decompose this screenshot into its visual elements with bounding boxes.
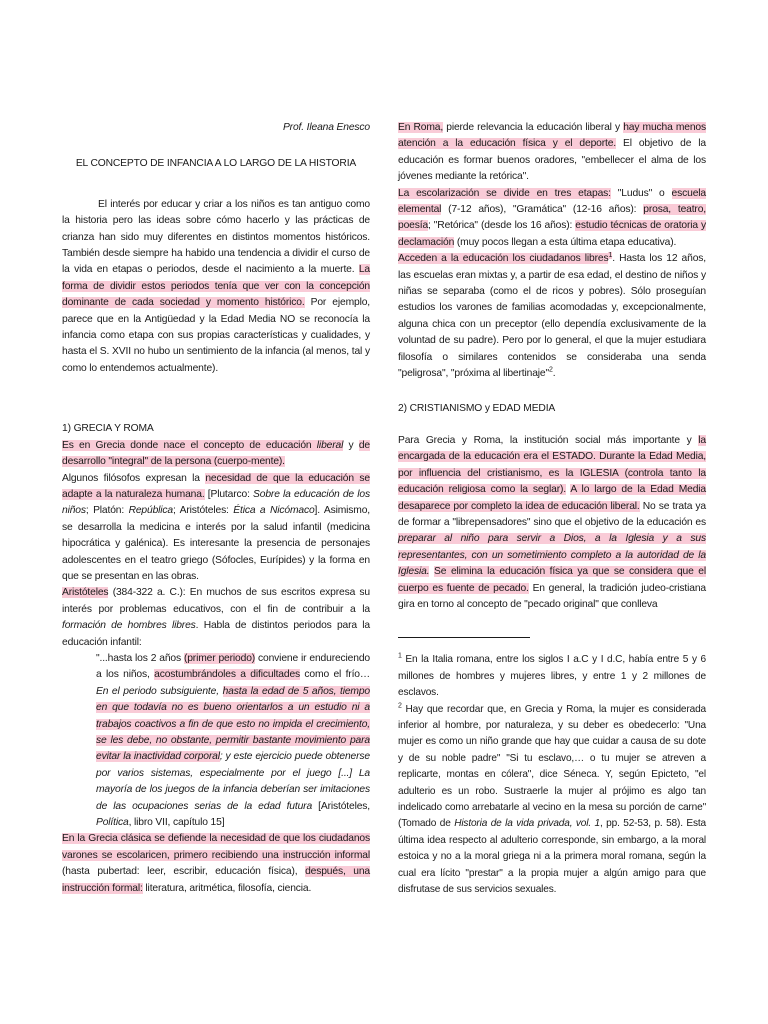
section-heading-grecia-roma: 1) GRECIA Y ROMA [62,423,154,435]
acceden-text-a: . Hasta los 12 años, las escuelas eran mixtas y, a partir de esa edad, el destino de niños y niñas se separaba (como el de ricos y pobres). Sólo proseguían estudios los varones de familias acomodadas y, excepcionalmente, alguna chica con un preceptor (ello dependía exclusivamente de la voluntad de su padre). Pero por lo general, el que la mujer estudiara filosofía o similares contenidos se consideraba una senda "peligrosa", "próxima al libertinaje" [398,253,706,380]
filosofos-text-b: [Plutarco: [204,488,254,500]
roma-text-b: El objetivo de la educación es formar buenos oradores, [398,138,706,166]
intro-text-1: El interés por educar y criar a los niños es tan antiguo como la historia pero las ideas sobre cómo hacerlo y las prácticas de crianza han sido muy diferentes en distintos momentos históricos. También desde siempre ha habido una tendencia a dividir el curso de la vida en etapas o periodos, desde el nacimiento a la muerte. [62,198,370,276]
paragraph-escolarizacion [398,186,706,252]
escolarizacion-text-c: ; "Retórica" (desde los 16 años): [428,220,576,232]
escolarizacion-highlight-1: La escolarización se divide en tres etapas: [398,187,611,199]
filosofos-text-c: ; Platón: [85,505,129,517]
footnote-1-text: En la Italia romana, entre los siglos I a.C y I d.C, había entre 5 y 6 millones de hombres y mujeres libres, y entre 1 y 2 millones de esclavos. [398,654,706,699]
intro-highlight: La forma de dividir estos periodos tenía que ver con la concepción dominante de cada sociedad y momento histórico. [62,264,370,309]
acceden-highlight: Acceden a la educación los ciudadanos libres [398,253,609,265]
filosofos-text-e: ]. Asimismo, se desarrolla la medicina e interés por la salud infantil (medicina hipocrática y galénica). Es interesante la presencia de personajes adolescentes en el teatro griego (Sófocles, Eurípides) y la forma en que se presentan en las obras. [62,505,371,582]
cristianismo-highlight-1: la encargada de la educación era el ESTADO. Durante la Edad Media, por influencia del cristianismo, es la IGLESIA (controla tanto la educación religiosa como la seglar). [398,434,706,496]
footnote-1 [398,652,706,701]
quote-highlight-1: (primer periodo) [183,652,256,664]
footnote-2-text-b: , pp. 52-53, p. 58). Esta última idea respecto al adulterio corresponde, sin embargo, a la moral estoica y no a la moral griega ni a la primera moral romana, según la cual era lícito "prestar" a la propia mujer a algún amigo para que disfrutase de sus servicios sexuales. [398,818,706,896]
escolarizacion-text-b: (7-12 años), "Gramática" (12-16 años): [441,204,644,216]
quote-italic-3: Política [96,817,129,829]
cristianismo-text-c: En general, la tradición judeo-cristiana gira en torno al concepto de "pecado original" que conlleva [398,582,707,610]
cristianismo-highlight-3: Se elimina la educación física ya que se considera que el cuerpo es fuente de pecado. [398,566,706,594]
footnote-ref-2: 2 [549,366,553,374]
aristoteles-italic: formación de hombres libres [62,620,196,632]
author-name: Prof. Ileana Enesco [282,122,370,133]
quote-text-e: , libro VII, capítulo 15] [128,817,225,829]
cristianismo-text-a: Para Grecia y Roma, la institución social más importante y [398,434,699,446]
platon-work: República [128,505,174,517]
escolarizacion-text-d: (muy pocos llegan a esta última etapa educativa). [454,236,677,248]
cristianismo-highlight-2: A lo largo de la Edad Media desaparece por completo la idea de educación liberal. [398,484,706,512]
escolarizacion-highlight-4: estudio técnicas de oratoria y declamación [398,220,707,248]
paragraph-roma [398,120,706,186]
footnote-2-text-a: Hay que recordar que, en Grecia y Roma, la mujer es considerada inferior al hombre, por naturaleza, y su deber es obedecerlo: "Una mujer es como un niño grande que hay que cuidar a causa de su dote y de su noble padre" "Si tu esclavo,… o tu mujer se atreven a replicarte, montas en cólera", dice Séneca. Y, según Epicteto, "el adulterio es un robo. Sustraerle la mujer al prójimo es algo tan indelicado como arrebatarle al vecino en la mesa su porción de carne" (Tomado de [398,703,706,830]
document-title: EL CONCEPTO DE INFANCIA A LO LARGO DE LA HISTORIA [75,158,357,170]
intro-paragraph [62,197,370,377]
quote-text-d: [Aristóteles, [312,800,370,812]
grecia-clasica-text-b: literatura, aritmética, filosofía, ciencia. [142,882,312,894]
escolarizacion-highlight-2: escuela elemental [398,187,706,216]
filosofos-text-a: Algunos filósofos expresan la [62,472,206,484]
acceden-text-b: . [552,368,556,380]
escolarizacion-highlight-3: prosa, teatro, poesía [398,204,706,232]
aristoteles-text-a: (384-322 a. C.): En muchos de sus escritos expresa su interés por problemas educativos, con el fin de contribuir a la [62,587,370,615]
grecia-text: y [343,439,359,451]
grecia-highlight-liberal [317,440,343,451]
cristianismo-text-b: No se trata ya de formar a "librepensadores" sino que el objetivo de la educación es [398,500,706,528]
aristoteles-highlight: Aristóteles [62,587,109,599]
paragraph-filosofos [62,471,370,586]
grecia-highlight-2: de desarrollo "integral" de la persona (cuerpo-mente). [62,439,371,468]
aristoteles-quote [96,651,370,831]
roma-highlight-1: En Roma, [398,122,444,133]
grecia-clasica-text-a: (hasta pubertad: leer, escribir, educación física), [62,866,306,878]
paragraph-grecia [62,438,370,471]
plutarco-work: Sobre la educación de los niños [62,488,370,517]
roma-text-a: pierde relevancia la educación liberal y [443,122,624,133]
footnote-2-number: 2 [398,702,402,710]
intro-text-2: Por ejemplo, parece que en la Antigüedad y la Edad Media NO se reconocía la infancia como etapa con sus propias características y cualidades, y hasta el S. XVII no hubo un sentimiento de la infancia (al menos, tal y como lo entendemos actualmente). [62,297,370,374]
quote-italic-1: En el periodo subsiguiente, [96,685,223,697]
quote-text-c: como el frío… [300,669,370,681]
filosofos-text-d: ; Aristóteles: [173,505,234,517]
footnote-ref-1: 1 [608,251,613,259]
roma-highlight-2: hay mucha menos atención a la educación física y el deporte. [398,122,707,150]
cristianismo-italic-highlight: preparar al niño para servir a Dios, a la Iglesia y a sus representantes, con un sometimiento completo a la autoridad de la Iglesia. [398,533,706,578]
paragraph-acceden [398,251,706,382]
grecia-clasica-highlight-2: después, una instrucción formal: [62,866,370,894]
footnotes [398,652,706,898]
roma-text-c: "embellecer el alma de los jóvenes mediante la retórica". [398,154,707,183]
paragraph-cristianismo [398,433,706,613]
quote-italic-2: ; y este ejercicio puede obtenerse por varios sistemas, especialmente por el juego [...] La mayoría de los juegos de la infancia deberían ser imitaciones de las ocupaciones serias de la edad futura [96,751,370,812]
right-column [398,120,706,898]
footnote-2-italic: Historia de la vida privada, vol. 1 [454,818,600,830]
section-heading-cristianismo: 2) CRISTIANISMO y EDAD MEDIA [398,402,556,414]
quote-text-a: "...hasta los 2 años [96,652,184,664]
liberal-italic: liberal [316,439,344,451]
filosofos-highlight: necesidad de que la educación se adapte a la naturaleza humana. [62,472,370,500]
quote-text-b: conviene ir endureciendo a los niños, [96,652,370,681]
left-column [62,120,370,897]
grecia-highlight-1: Es en Grecia donde nace el concepto de educación [62,439,317,451]
quote-highlight-2: acostumbrándoles a dificultades [154,669,301,681]
escolarizacion-text-a: "Ludus" o [610,187,672,199]
aristoteles-text-b: . Habla de distintos periodos para la educación infantil: [62,620,370,648]
quote-highlight-3: hasta la edad de 5 años, tiempo en que todavía no es bueno orientarlos a un estudio ni a trabajos coactivos a fin de que esto no impida el crecimiento, se les debe, no obstante, permitir bastante movimiento para evitar la inactividad corporal [96,685,370,763]
paragraph-aristoteles [62,585,370,651]
paragraph-grecia-clasica [62,831,370,897]
footnote-2 [398,702,706,899]
footnote-1-number: 1 [398,653,402,661]
aristoteles-work: Ética a Nicómaco [233,505,315,517]
grecia-clasica-highlight-1: En la Grecia clásica se defiende la necesidad de que los ciudadanos varones se escolaricen, primero recibiendo una instrucción informal [62,833,370,861]
footnote-divider [398,637,530,638]
